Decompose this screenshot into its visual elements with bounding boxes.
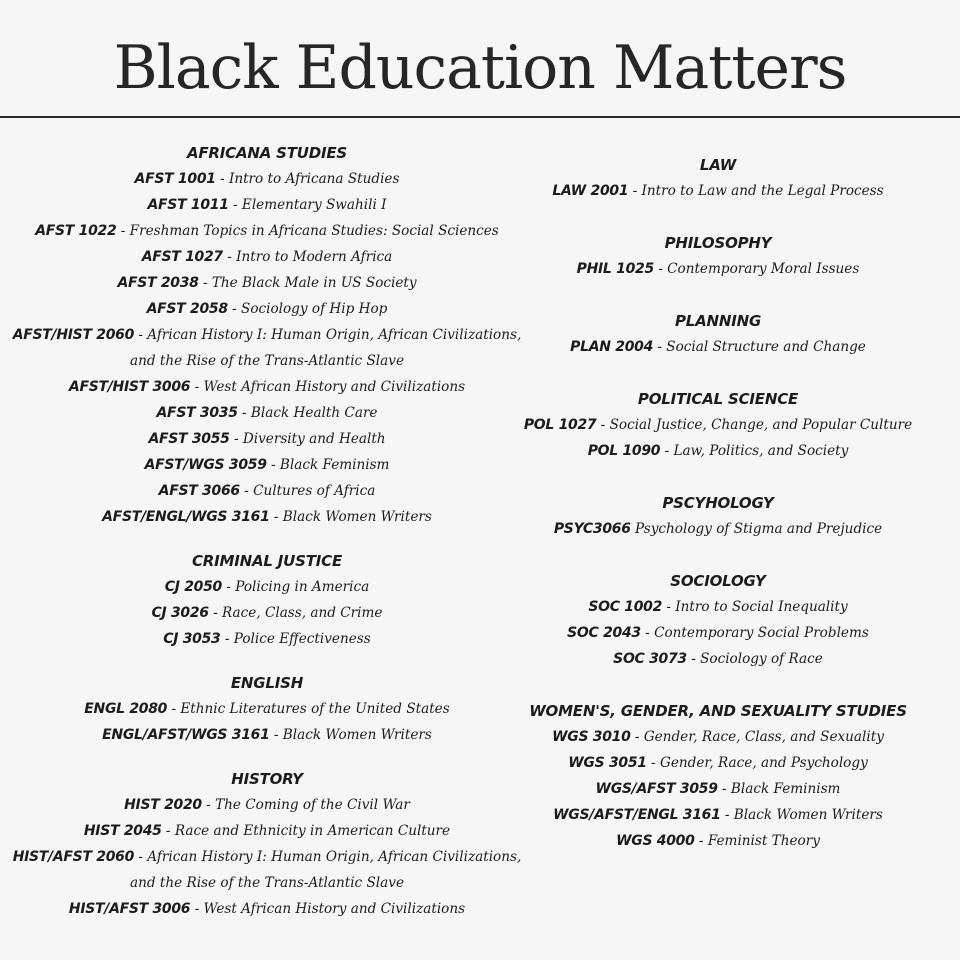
- course-code: HIST 2020: [124, 797, 202, 813]
- course-code: WGS 3051: [568, 755, 647, 771]
- course-code: AFST 3055: [148, 431, 230, 447]
- course-code: POL 1090: [587, 443, 661, 459]
- course-name: - Ethnic Literatures of the United States: [171, 701, 450, 717]
- course-item: [12, 478, 522, 504]
- course-item: [12, 504, 522, 530]
- course-item: [506, 646, 930, 672]
- course-item: [12, 374, 522, 400]
- course-name: - The Coming of the Civil War: [206, 797, 410, 813]
- section-english: [12, 670, 522, 748]
- course-code: AFST 2038: [117, 275, 199, 291]
- course-code: PHIL 1025: [576, 261, 654, 277]
- course-code: AFST 2058: [146, 301, 228, 317]
- course-code: SOC 3073: [613, 651, 687, 667]
- course-item: [506, 594, 930, 620]
- course-name: - Black Women Writers: [273, 509, 432, 525]
- course-name: - West African History and Civilizations: [194, 901, 466, 917]
- course-name: - Black Women Writers: [273, 727, 432, 743]
- course-code: AFST 3035: [156, 405, 238, 421]
- course-code: HIST/AFST 2060: [12, 849, 135, 865]
- course-item: [12, 818, 522, 844]
- section-history: [12, 766, 522, 922]
- course-name: - Freshman Topics in Africana Studies: Social Sciences: [120, 223, 499, 239]
- section-women-s-gender-and-sexuality-studies: [506, 698, 930, 854]
- course-item: [506, 412, 930, 438]
- course-code: HIST 2045: [83, 823, 162, 839]
- section-heading: POLITICAL SCIENCE: [637, 390, 799, 408]
- section-heading: AFRICANA STUDIES: [186, 144, 348, 162]
- course-item: [12, 296, 522, 322]
- course-item: [506, 828, 930, 854]
- course-name: - Contemporary Social Problems: [645, 625, 869, 641]
- section-africana-studies: [12, 140, 522, 530]
- section-pscyhology: [506, 490, 930, 542]
- course-code: SOC 1002: [588, 599, 663, 615]
- course-item: [506, 776, 930, 802]
- section-heading: CRIMINAL JUSTICE: [191, 552, 343, 570]
- section-heading: HISTORY: [231, 770, 303, 788]
- course-item: [506, 802, 930, 828]
- course-code: PSYC3066: [553, 521, 631, 537]
- course-name: Psychology of Stigma and Prejudice: [635, 521, 883, 537]
- course-name: - Feminist Theory: [698, 833, 820, 849]
- course-item: [12, 574, 522, 600]
- course-item: [12, 896, 522, 922]
- section-criminal-justice: [12, 548, 522, 652]
- left-column: [12, 140, 522, 940]
- course-name: - Policing in America: [226, 579, 370, 595]
- course-item: [12, 426, 522, 452]
- course-code: SOC 2043: [567, 625, 641, 641]
- section-heading: PLANNING: [674, 312, 762, 330]
- course-item: [506, 620, 930, 646]
- course-item: [12, 322, 522, 374]
- section-heading: PSCYHOLOGY: [662, 494, 774, 512]
- course-name: - Sociology of Race: [691, 651, 823, 667]
- course-name: - Cultures of Africa: [244, 483, 376, 499]
- course-name: - Intro to Social Inequality: [666, 599, 848, 615]
- course-item: [12, 244, 522, 270]
- right-column: [506, 152, 930, 880]
- course-code: ENGL 2080: [84, 701, 168, 717]
- section-political-science: [506, 386, 930, 464]
- course-name: - Gender, Race, Class, and Sexuality: [634, 729, 884, 745]
- section-heading: LAW: [699, 156, 737, 174]
- course-name: - Social Justice, Change, and Popular Culture: [600, 417, 913, 433]
- course-name: - Law, Politics, and Society: [664, 443, 849, 459]
- course-code: WGS/AFST 3059: [595, 781, 718, 797]
- course-code: ENGL/AFST/WGS 3161: [102, 727, 270, 743]
- course-item: [506, 438, 930, 464]
- course-item: [12, 792, 522, 818]
- course-item: [12, 218, 522, 244]
- course-item: [12, 452, 522, 478]
- course-item: [12, 626, 522, 652]
- course-name: - Black Women Writers: [724, 807, 883, 823]
- course-code: LAW 2001: [552, 183, 629, 199]
- course-name: - West African History and Civilizations: [194, 379, 466, 395]
- course-name: - Race and Ethnicity in American Culture: [165, 823, 451, 839]
- course-code: CJ 3026: [151, 605, 209, 621]
- course-code: POL 1027: [523, 417, 597, 433]
- course-item: [506, 750, 930, 776]
- course-name: - Black Feminism: [270, 457, 390, 473]
- course-name: - Contemporary Moral Issues: [658, 261, 860, 277]
- course-item: [506, 256, 930, 282]
- course-name: - Sociology of Hip Hop: [232, 301, 388, 317]
- course-name: - Black Health Care: [242, 405, 378, 421]
- course-item: [12, 192, 522, 218]
- course-item: [12, 166, 522, 192]
- course-item: [12, 270, 522, 296]
- course-code: PLAN 2004: [570, 339, 654, 355]
- section-sociology: [506, 568, 930, 672]
- course-name: - African History I: Human Origin, African Civilizations, and the Rise of the Trans-Atlantic Slave: [130, 849, 522, 891]
- course-name: - Elementary Swahili I: [232, 197, 387, 213]
- course-code: AFST 1001: [134, 171, 216, 187]
- course-name: - Race, Class, and Crime: [213, 605, 383, 621]
- course-code: AFST/ENGL/WGS 3161: [102, 509, 270, 525]
- course-name: - African History I: Human Origin, African Civilizations, and the Rise of the Trans-Atlantic Slave: [130, 327, 522, 369]
- course-item: [12, 844, 522, 896]
- course-code: AFST 1011: [147, 197, 229, 213]
- course-code: AFST/WGS 3059: [144, 457, 267, 473]
- section-philosophy: [506, 230, 930, 282]
- course-code: AFST/HIST 3006: [68, 379, 191, 395]
- course-item: [12, 722, 522, 748]
- course-item: [12, 600, 522, 626]
- course-code: WGS 3010: [552, 729, 631, 745]
- course-name: - Police Effectiveness: [224, 631, 371, 647]
- course-name: - Intro to Africana Studies: [220, 171, 400, 187]
- course-code: CJ 2050: [164, 579, 223, 595]
- course-item: [506, 178, 930, 204]
- course-code: HIST/AFST 3006: [68, 901, 191, 917]
- course-name: - Diversity and Health: [233, 431, 386, 447]
- course-code: AFST 1027: [141, 249, 223, 265]
- course-name: - Intro to Modern Africa: [227, 249, 393, 265]
- course-item: [506, 724, 930, 750]
- course-code: WGS 4000: [616, 833, 695, 849]
- course-name: - The Black Male in US Society: [202, 275, 417, 291]
- course-code: AFST 3066: [158, 483, 240, 499]
- course-item: [12, 696, 522, 722]
- course-name: - Social Structure and Change: [657, 339, 866, 355]
- section-heading: PHILOSOPHY: [664, 234, 772, 252]
- course-code: WGS/AFST/ENGL 3161: [553, 807, 721, 823]
- section-heading: ENGLISH: [230, 674, 304, 692]
- section-planning: [506, 308, 930, 360]
- title-divider: [0, 116, 960, 118]
- course-name: - Gender, Race, and Psychology: [651, 755, 868, 771]
- section-heading: SOCIOLOGY: [670, 572, 766, 590]
- section-law: [506, 152, 930, 204]
- page-title: Black Education Matters: [113, 33, 847, 103]
- course-item: [506, 334, 930, 360]
- course-code: AFST 1022: [35, 223, 117, 239]
- course-code: CJ 3053: [163, 631, 221, 647]
- course-name: - Intro to Law and the Legal Process: [632, 183, 884, 199]
- course-item: [12, 400, 522, 426]
- course-item: [506, 516, 930, 542]
- course-code: AFST/HIST 2060: [12, 327, 135, 343]
- section-heading: WOMEN'S, GENDER, AND SEXUALITY STUDIES: [529, 702, 907, 720]
- course-name: - Black Feminism: [721, 781, 841, 797]
